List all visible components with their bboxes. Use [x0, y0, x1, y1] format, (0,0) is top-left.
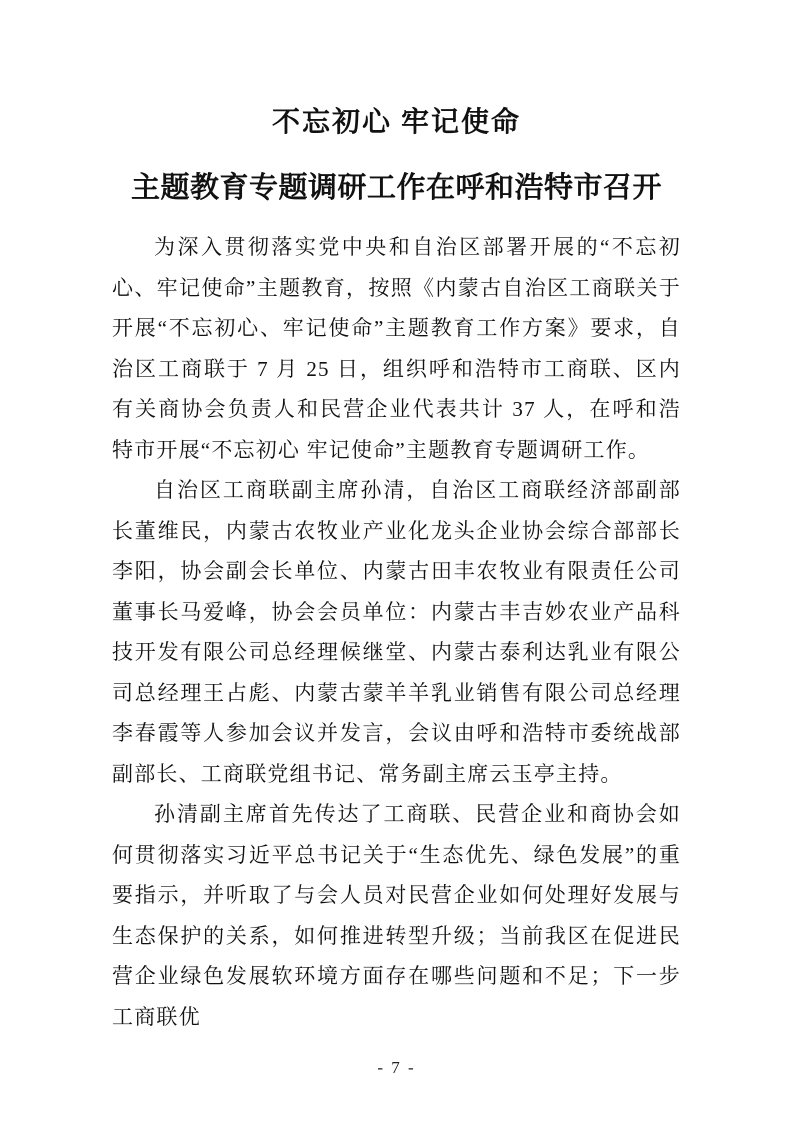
document-title-line2: 主题教育专题调研工作在呼和浩特市召开 [130, 172, 662, 204]
document-content [0, 106, 793, 1037]
document-body [112, 227, 681, 1037]
paragraph-3: 孙清副主席首先传达了工商联、民营企业和商协会如何贯彻落实习近平总书记关于“生态优先、绿色发展”的重要指示，并听取了与会人员对民营企业如何处理好发展与生态保护的关系，如何推进转型升级；当前我区在促进民营企业绿色发展软环境方面存在哪些问题和不足；下一步工商联优 [112, 802, 681, 1029]
paragraph-1: 为深入贯彻落实党中央和自治区部署开展的“不忘初心、牢记使命”主题教育，按照《内蒙古自治区工商联关于开展“不忘初心、牢记使命”主题教育工作方案》要求，自治区工商联于 7 月 25 日，组织呼和浩特市工商联、区内有关商协会负责人和民营企业代表共计 37 人，在呼和浩特市开展“不忘初心 牢记使命”主题教育专题调研工作。 [112, 235, 681, 462]
page-number: - 7 - [377, 1058, 416, 1077]
document-title-line1: 不忘初心 牢记使命 [271, 107, 521, 138]
paragraph-2: 自治区工商联副主席孙清，自治区工商联经济部副部长董维民，内蒙古农牧业产业化龙头企业协会综合部部长李阳，协会副会长单位、内蒙古田丰农牧业有限责任公司董事长马爱峰，协会会员单位：内蒙古丰吉妙农业产品科技开发有限公司总经理候继堂、内蒙古泰利达乳业有限公司总经理王占彪、内蒙古蒙羊羊乳业销售有限公司总经理李春霞等人参加会议并发言，会议由呼和浩特市委统战部副部长、工商联党组书记、常务副主席云玉亭主持。 [112, 478, 681, 786]
